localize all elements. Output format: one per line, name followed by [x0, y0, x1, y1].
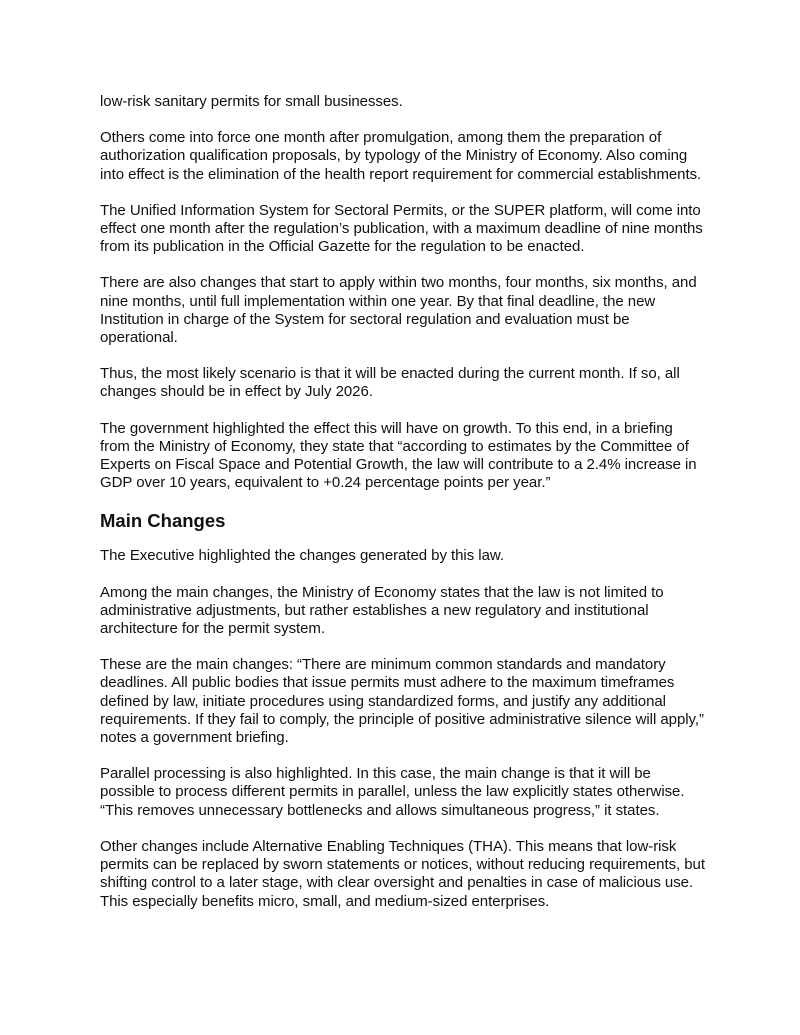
- paragraph-alternative-techniques: Other changes include Alternative Enabling Techniques (THA). This means that low-risk permits can be replaced by sworn statements or notices, without reducing requirements, but shifting control to a later stage, with clear oversight and penalties in case of malicious use. This especially benefits micro, small, and medium-sized enterprises.: [100, 837, 705, 910]
- paragraph-super-platform: The Unified Information System for Sectoral Permits, or the SUPER platform, will come into effect one month after the regulation’s publication, with a maximum deadline of nine months from its publication in the Official Gazette for the regulation to be enacted.: [100, 201, 703, 256]
- paragraph-common-standards: These are the main changes: “There are minimum common standards and mandatory deadlines. All public bodies that issue permits must adhere to the maximum timeframes defined by law, initiate procedures using standardized forms, and justify any additional requirements. If they fail to comply, the principle of positive administrative silence will apply,” notes a government briefing.: [100, 656, 704, 747]
- paragraph-likely-scenario: Thus, the most likely scenario is that it will be enacted during the current month. If so, all changes should be in effect by July 2026.: [100, 365, 680, 401]
- paragraph-executive-highlight: The Executive highlighted the changes generated by this law.: [100, 547, 504, 565]
- document-page: [100, 93, 705, 929]
- paragraph-phased-changes: There are also changes that start to apply within two months, four months, six months, and nine months, until full implementation within one year. By that final deadline, the new Institution in charge of the System for sectoral regulation and evaluation must be operational.: [100, 274, 697, 347]
- section-heading-main-changes: Main Changes: [100, 510, 226, 532]
- paragraph-regulatory-architecture: Among the main changes, the Ministry of Economy states that the law is not limited to administrative adjustments, but rather establishes a new regulatory and institutional architecture for the permit system.: [100, 583, 664, 638]
- paragraph-one-month-force: Others come into force one month after promulgation, among them the preparation of authorization qualification proposals, by typology of the Ministry of Economy. Also coming into effect is the elimination of the health report requirement for commercial establishments.: [100, 129, 702, 183]
- paragraph-parallel-processing: Parallel processing is also highlighted. In this case, the main change is that it will be possible to process different permits in parallel, unless the law explicitly states otherwise. “This removes unnecessary bottlenecks and allows simultaneous progress,” it states.: [100, 765, 685, 819]
- paragraph-growth-effect: The government highlighted the effect this will have on growth. To this end, in a briefing from the Ministry of Economy, they state that “according to estimates by the Committee of Experts on Fiscal Space and Potential Growth, the law will contribute to a 2.4% increase in GDP over 10 years, equivalent to +0.24 percentage points per year.”: [100, 419, 697, 492]
- paragraph-permits-continuation: low-risk sanitary permits for small businesses.: [100, 93, 403, 110]
